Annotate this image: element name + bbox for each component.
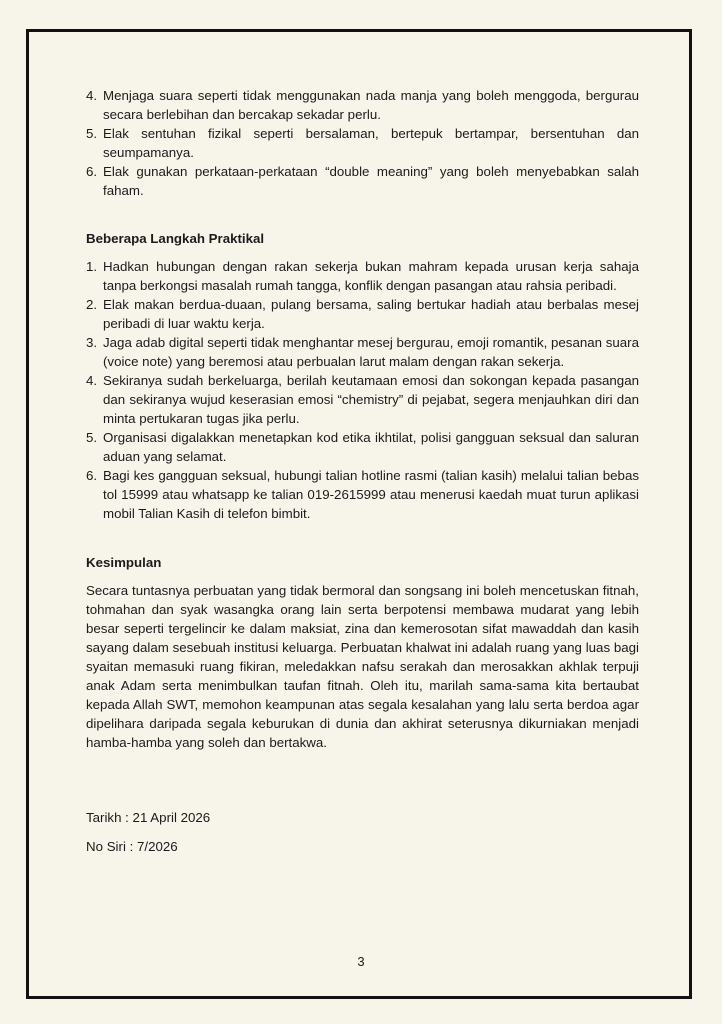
list-text: Elak sentuhan fizikal seperti bersalaman, bertepuk bertampar, bersentuhan dan seumpamanya. xyxy=(103,126,639,160)
list-number: 5. xyxy=(86,430,98,445)
date-line: Tarikh : 21 April 2026 xyxy=(86,810,211,825)
list-text: Organisasi digalakkan menetapkan kod etika ikhtilat, polisi gangguan seksual dan saluran aduan yang selamat. xyxy=(103,430,639,464)
list-item xyxy=(86,124,639,162)
list-number: 4. xyxy=(86,373,98,388)
section-heading-kesimpulan: Kesimpulan xyxy=(86,555,162,570)
list-text: Elak makan berdua-duaan, pulang bersama, saling bertukar hadiah atau berbalas mesej peribadi di luar waktu kerja. xyxy=(103,297,639,331)
list-text: Jaga adab digital seperti tidak menghantar mesej bergurau, emoji romantik, pesanan suara (voice note) yang beremosi atau perbualan larut malam dengan rakan sekerja. xyxy=(103,335,639,369)
list-number: 5. xyxy=(86,126,98,141)
page-number: 3 xyxy=(357,954,365,969)
list-item xyxy=(86,295,639,333)
list-text: Sekiranya sudah berkeluarga, berilah keutamaan emosi dan sokongan kepada pasangan dan sekiranya wujud keserasian emosi “chemistry” di pejabat, segera menjauhkan diri dan minta pertukaran tugas jika perlu. xyxy=(103,373,639,426)
list-number: 6. xyxy=(86,164,98,179)
list-item xyxy=(86,466,639,523)
practical-steps-list xyxy=(86,257,639,523)
list-number: 1. xyxy=(86,259,98,274)
list-item xyxy=(86,86,639,124)
list-number: 4. xyxy=(86,88,98,103)
list-number: 2. xyxy=(86,297,98,312)
list-text: Menjaga suara seperti tidak menggunakan nada manja yang boleh menggoda, bergurau secara berlebihan dan bercakap sekadar perlu. xyxy=(103,88,639,122)
list-text: Hadkan hubungan dengan rakan sekerja bukan mahram kepada urusan kerja sahaja tanpa berkongsi masalah rumah tangga, konflik dengan pasangan atau rahsia peribadi. xyxy=(103,259,639,293)
list-text: Elak gunakan perkataan-perkataan “double meaning” yang boleh menyebabkan salah faham. xyxy=(103,164,639,198)
list-number: 6. xyxy=(86,468,98,483)
document-meta xyxy=(86,808,639,856)
list-text: Bagi kes gangguan seksual, hubungi talian hotline rasmi (talian kasih) melalui talian bebas tol 15999 atau whatsapp ke talian 019-2615999 atau menerusi kaedah muat turun aplikasi mobil Talian Kasih di telefon bimbit. xyxy=(103,468,639,521)
conclusion-paragraph: Secara tuntasnya perbuatan yang tidak bermoral dan songsang ini boleh mencetuskan fitnah, tohmahan dan syak wasangka orang lain serta berpotensi membawa mudarat yang lebih besar seperti tergelincir ke dalam maksiat, zina dan kemerosotan sifat mawaddah dan kasih sayang dalam sesebuah institusi keluarga. Perbuatan khalwat ini adalah ruang yang luas bagi syaitan memasuki ruang fikiran, meledakkan nafsu serakah dan merosakkan akhlak terpuji anak Adam serta menimbulkan taufan fitnah. Oleh itu, marilah sama-sama kita bertaubat kepada Allah SWT, memohon keampunan atas segala kesalahan yang lalu serta berdoa agar dipelihara daripada segala keburukan di dunia dan akhirat seterusnya dikurniakan menjadi hamba-hamba yang soleh dan bertakwa. xyxy=(86,583,639,750)
list-item xyxy=(86,162,639,200)
serial-number-line: No Siri : 7/2026 xyxy=(86,839,178,854)
document-body xyxy=(86,86,639,866)
list-item xyxy=(86,371,639,428)
list-number: 3. xyxy=(86,335,98,350)
list-item xyxy=(86,333,639,371)
guideline-list-continued xyxy=(86,86,639,200)
section-heading-praktikal: Beberapa Langkah Praktikal xyxy=(86,231,265,246)
list-item xyxy=(86,428,639,466)
list-item xyxy=(86,257,639,295)
